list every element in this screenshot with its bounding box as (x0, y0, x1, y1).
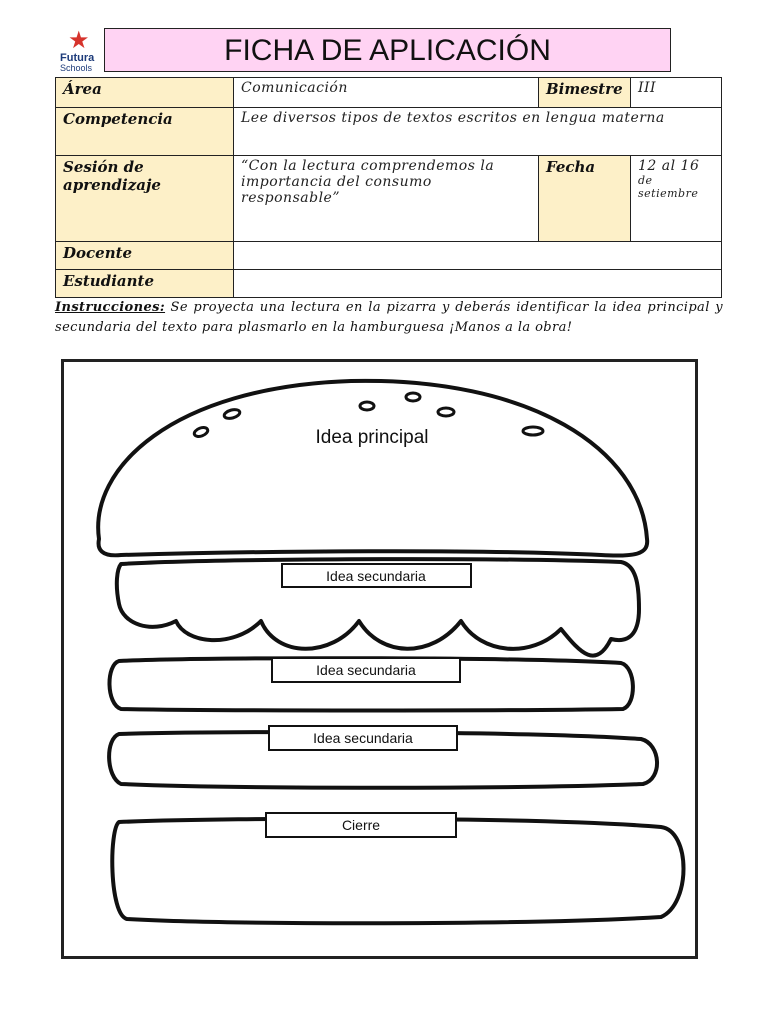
bimestre-label: Bimestre (539, 78, 631, 108)
futura-schools-logo (58, 28, 104, 74)
seed-icon (223, 408, 241, 420)
bimestre-value: III (631, 78, 722, 108)
logo-sub: Schools (60, 63, 93, 73)
burger-graphic (61, 359, 698, 959)
instructions (55, 298, 723, 338)
estudiante-field[interactable] (234, 270, 722, 298)
fecha-month: de setiembre (638, 174, 699, 200)
star-icon: ★ (68, 26, 90, 54)
seed-icon (193, 426, 209, 438)
sesion-label: Sesión de aprendizaje (56, 156, 234, 242)
docente-label: Docente (56, 242, 234, 270)
layer1-label: Idea secundaria (326, 568, 426, 584)
seed-icon (523, 427, 543, 435)
estudiante-label: Estudiante (56, 270, 234, 298)
fecha-value (631, 156, 722, 242)
layer2-label: Idea secundaria (316, 662, 416, 678)
page-title: FICHA DE APLICACIÓN (104, 28, 671, 72)
seed-icon (406, 393, 420, 401)
info-table (55, 77, 722, 298)
area-value: Comunicación (234, 78, 539, 108)
instructions-label: Instrucciones: (55, 300, 166, 315)
top-bun-label: Idea principal (315, 427, 429, 448)
docente-field[interactable] (234, 242, 722, 270)
layer3-label: Idea secundaria (313, 730, 413, 746)
competencia-label: Competencia (56, 108, 234, 156)
instructions-text: Se proyecta una lectura en la pizarra y deberás identificar la idea principal y secundaria del texto para plasmarlo en la hamburguesa ¡Manos a la obra! (55, 300, 723, 335)
fecha-label: Fecha (539, 156, 631, 242)
fecha-days: 12 al 16 (638, 158, 700, 174)
competencia-value: Lee diversos tipos de textos escritos en lengua materna (234, 108, 722, 156)
logo-brand: Futura (60, 52, 95, 64)
bottom-bun-label: Cierre (341, 817, 381, 833)
sesion-value: “Con la lectura comprendemos la importancia del consumo responsable” (234, 156, 539, 242)
area-label: Área (56, 78, 234, 108)
seed-icon (438, 408, 454, 416)
seed-icon (360, 402, 374, 410)
